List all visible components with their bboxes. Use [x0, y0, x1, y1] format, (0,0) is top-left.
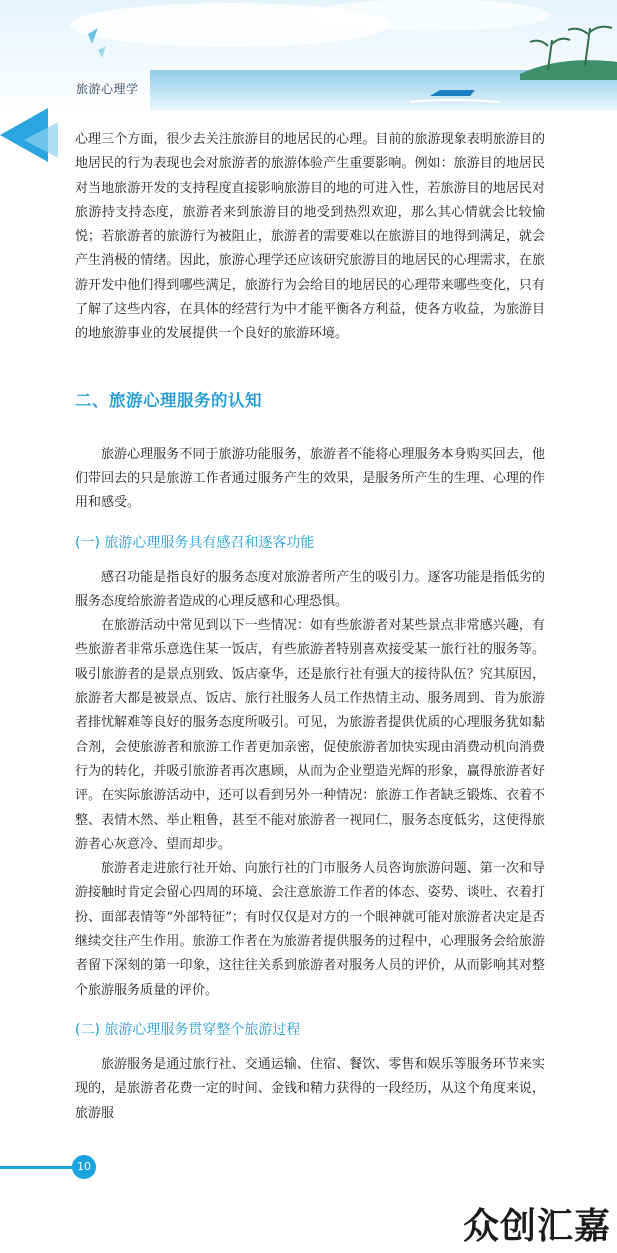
- intro-paragraph: 心理三个方面，很少去关注旅游目的地居民的心理。目前的旅游现象表明旅游目的地居民的行为表现也会对旅游者的旅游体验产生重要影响。例如：旅游目的地居民对当地旅游开发的支持程度直接影响旅游目的地的可进入性，若旅游目的地居民对旅游持支持态度，旅游者来到旅游目的地受到热烈欢迎，那么其心情就会比较愉悦；若旅游者的旅游行为被阻止，旅游者的需要难以在旅游目的地得到满足，就会产生消极的情绪。因此，旅游心理学还应该研究旅游目的地居民的心理需求，在旅游开发中他们得到哪些满足，旅游行为会给目的地居民的心理带来哪些变化，只有了解了这些内容，在具体的经营行为中才能平衡各方利益，使各方收益，为旅游目的地旅游事业的发展提供一个良好的旅游环境。: [75, 132, 545, 342]
- page-body: [75, 128, 545, 1126]
- seascape-banner-image: [0, 0, 617, 118]
- section-paragraph: 旅游心理服务不同于旅游功能服务，旅游者不能将心理服务本身购买回去，他们带回去的只是旅游工作者通过服务产生的效果，是服务所产生的生理、心理的作用和感受。: [75, 446, 545, 511]
- subsection-heading-2: (二) 旅游心理服务贯穿整个旅游过程: [75, 1021, 301, 1038]
- paragraph: 在旅游活动中常见到以下一些情况：如有些旅游者对某些景点非常感兴趣，有些旅游者非常乐意选住某一饭店，有些旅游者特别喜欢接受某一旅行社的服务等。吸引旅游者的是景点别致、饭店豪华，还是旅行社有强大的接待队伍？究其原因，旅游者大都是被景点、饭店、旅行社服务人员工作热情主动、服务周到、肯为旅游者排忧解难等良好的服务态度所吸引。可见，为旅游者提供优质的心理服务犹如黏合剂，会使旅游者和旅游工作者更加亲密，促使旅游者加快实现由消费动机向消费行为的转化，并吸引旅游者再次惠顾，从而为企业塑造光辉的形象，赢得旅游者好评。在实际旅游活动中，还可以看到另外一种情况：旅游工作者缺乏锻炼、衣着不整、表情木然、举止粗鲁，甚至不能对旅游者一视同仁，服务态度低劣，这使得旅游者心灰意冷、望而却步。: [75, 618, 545, 852]
- paragraph: 感召功能是指良好的服务态度对旅游者所产生的吸引力。逐客功能是指低劣的服务态度给旅游者造成的心理反感和心理恐惧。: [75, 569, 545, 609]
- page-number: 10: [72, 1155, 96, 1179]
- paragraph: 旅游者走进旅行社开始、向旅行社的门市服务人员咨询旅游问题、第一次和导游接触时肯定会留心四周的环境、会注意旅游工作者的体态、姿势、谈吐、衣着打扮、面部表情等“外部特征”；有时仅仅是对方的一个眼神就可能对旅游者决定是否继续交往产生作用。旅游工作者在为旅游者提供服务的过程中，心理服务会给旅游者留下深刻的第一印象，这往往关系到旅游者对服务人员的评价，从而影响其对整个旅游服务质量的评价。: [75, 861, 545, 998]
- running-head: 旅游心理学: [76, 82, 139, 96]
- section-heading: 二、旅游心理服务的认知: [75, 390, 262, 410]
- watermark-logo: 众创汇嘉: [462, 1206, 611, 1247]
- paragraph: 旅游服务是通过旅行社、交通运输、住宿、餐饮、零售和娱乐等服务环节来实现的，是旅游者花费一定的时间、金钱和精力获得的一段经历，从这个角度来说，旅游服: [75, 1056, 545, 1121]
- corner-triangle-decoration: [0, 100, 80, 170]
- header-banner: [0, 0, 617, 118]
- subsection-heading-1: (一) 旅游心理服务具有感召和逐客功能: [75, 534, 315, 551]
- footer-rule: [0, 1166, 76, 1169]
